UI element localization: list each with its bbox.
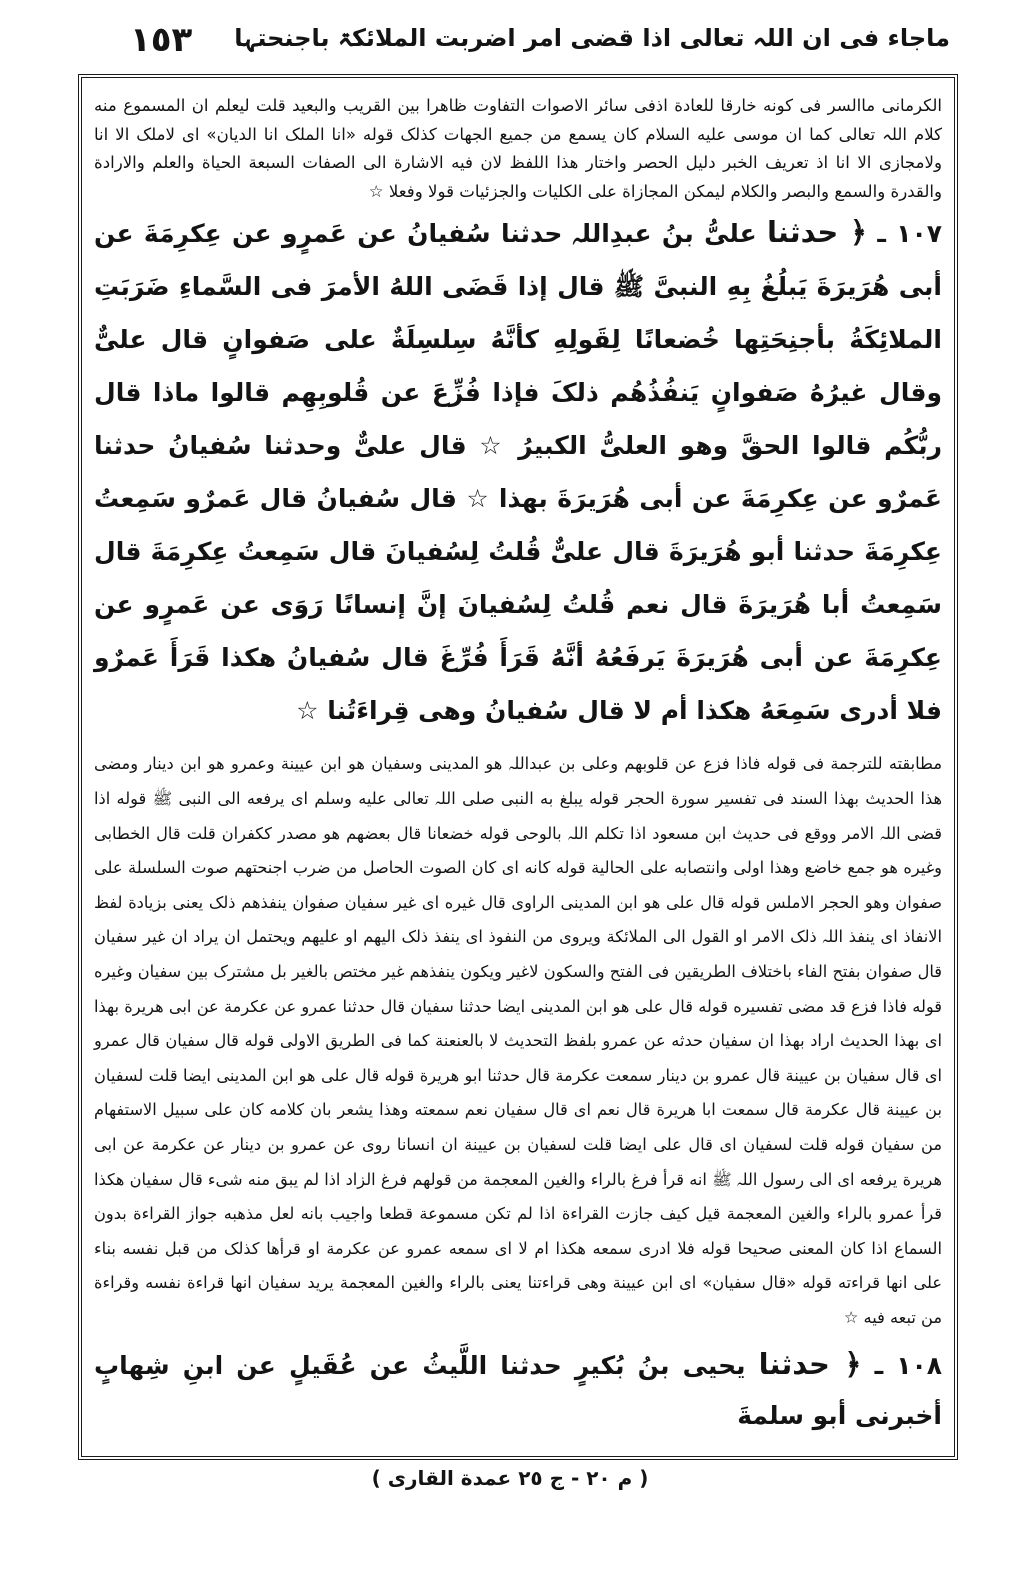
hadith-text: یحیی بنُ بُکیرٍ حدثنا اللَّیثُ عن عُقَیلٍ عن ابنِ شِهابٍ أخبرنی أبو سلمةَ (94, 1351, 942, 1431)
hadith-number: ١٠٧ ـ (877, 219, 943, 249)
running-title: ماجاء فی ان اللہ تعالی اذا قضی امر اضربت الملائکۃ باجنحتہا (234, 24, 950, 52)
hadith-number: ١٠٨ ـ (874, 1351, 942, 1381)
page-header (70, 14, 950, 62)
tahdith-marker: ﴿ حدثنا (767, 215, 867, 250)
text-frame (78, 74, 958, 1460)
hadith-108 (94, 1339, 942, 1441)
tahdith-marker: ﴿ حدثنا (758, 1347, 862, 1382)
hadith-text: علیُّ بنُ عبدِاللہ حدثنا سُفیانُ عن عَمرٍو عن عِکرِمَةَ عن أبی هُرَیرَةَ یَبلُغُ بِهِ النبیَّ ﷺ قال إذا قَضَی اللهُ الأمرَ فی السَّماءِ ضَرَبَتِ الملائِکَةُ بأجنِحَتِها خُضعانًا لِقَولِهِ کأنَّهُ سِلسِلَةٌ علی صَفوانٍ قال علیٌّ وقال غیرُهُ صَفوانٍ یَنفُذُهُم ذلکَ فإذا فُزِّعَ عن قُلوبِهِم قالوا ماذا قال ربُّکُم قالوا الحقَّ وهو العلیُّ الکبیرُ ☆ قال علیٌّ وحدثنا سُفیانُ حدثنا عَمرٌو عن عِکرِمَةَ عن أبی هُرَیرَةَ بهذا ☆ قال سُفیانُ قال عَمرٌو سَمِعتُ عِکرِمَةَ حدثنا أبو هُرَیرَةَ قال علیٌّ قُلتُ لِسُفیانَ قال سَمِعتُ عِکرِمَةَ قال سَمِعتُ أبا هُرَیرَةَ قال نعم قُلتُ لِسُفیانَ إنَّ إنسانًا رَوَی عن عَمرٍو عن عِکرِمَةَ عن أبی هُرَیرَةَ یَرفَعُهُ أنَّهُ قَرَأَ فُرِّغَ قال سُفیانُ هکذا قَرَأَ عَمرٌو فلا أدری سَمِعَهُ هکذا أم لا قال سُفیانُ وهی قِراءَتُنا ☆ (94, 219, 942, 726)
footer-signature: ( م ٢٠ - ج ٢٥ عمدة القاری ) (371, 1466, 649, 1490)
commentary-top: الکرمانی ماالسر فی کونه خارقا للعادة اذفی سائر الاصوات التفاوت ظاهرا بین القریب والبعید قلت لیعلم ان المسموع منه کلام اللہ تعالی کما ان موسی علیه السلام کان یسمع من جمیع الجهات کذلک قوله «انا الملک انا الدیان» ای لاملک الا انا ولامجازی الا انا اذ تعریف الخبر دلیل الحصر واختار هذا اللفظ لان فیه الاشارة الی الصفات السبعة الحیاة والعلم والارادة والقدرة والسمع والبصر والکلام لیمکن المجازاة علی الکلیات والجزئیات قولا وفعلا ☆ (94, 96, 942, 201)
hadith-107 (94, 206, 942, 737)
text-body (90, 86, 946, 1448)
commentary-main: مطابقته للترجمة فی قوله فاذا فزع عن قلوبهم وعلی بن عبداللہ هو المدینی وسفیان هو ابن عیینة وعمرو هو ابن دینار ومضی هذا الحدیث بهذا السند فی تفسیر سورة الحجر قوله یبلغ به النبی صلی اللہ تعالی علیه وسلم ای یرفعه الی النبی ﷺ قوله اذا قضی اللہ الامر ووقع فی حدیث ابن مسعود اذا تکلم اللہ بالوحی قوله خضعانا قال بعضهم هو مصدر ککفران قلت قال الخطابی وغیره هو جمع خاضع وهذا اولی وانتصابه علی الحالیة قوله کانه ای کان الصوت الحاصل من ضرب اجنحتهم صوت السلسلة علی صفوان وهو الحجر الاملس قوله قال علی هو ابن المدینی الراوی قال غیره ای غیر سفیان صفوان ینفذهم ذلک یعنی بزیادة لفظ الانفاذ ای ینفذ اللہ ذلک الامر او القول الی الملائکة ویروی من النفوذ ای ینفذ ذلک الیهم او علیهم ویحتمل ان یراد ان غیر سفیان قال صفوان بفتح الفاء باختلاف الطریقین فی الفتح والسکون لاغیر ویکون ینفذهم غیر مختص بالغیر بل مشترک بین سفیان وغیره قوله فاذا فزع قد مضی تفسیره قوله قال علی هو ابن المدینی ایضا حدثنا سفیان قال حدثنا عمرو عن عکرمة عن ابی هریرة بهذا ای بهذا الحدیث اراد بهذا ان سفیان حدثه عن عمرو بلفظ التحدیث لا بالعنعنة کما فی الطریق الاولی قوله قال سفیان قال عمرو ای قال سفیان بن عیینة قال عمرو بن دینار سمعت عکرمة قال حدثنا ابو هریرة قوله قال علی هو ابن المدینی ایضا قلت لسفیان بن عیینة قال عکرمة قال سمعت ابا هریرة قال نعم ای قال سفیان نعم سمعته وهذا یشعر بان کلامه کان علی سبیل الاستفهام من سفیان قوله قلت لسفیان ای قال علی ایضا قلت لسفیان بن عیینة ان انسانا روی عن عمرو بن دینار عن عکرمة عن ابی هریرة یرفعه ای الی رسول اللہ ﷺ انه قرأ فرغ بالراء والغین المعجمة من قولهم فرغ الزاد اذا لم یبق منه شیء قال سفیان هکذا قرأ عمرو بالراء والغین المعجمة قیل کیف جازت القراءة اذا لم تکن مسموعة قطعا واجیب بانه لعل مذهبه جواز القراءة بدون السماع اذا کان المعنی صحیحا قوله فلا ادری سمعه هکذا ام لا ای سمعه عمرو عن عکرمة او قرأها کذلک من قبل نفسه بناء علی انها قراءته قوله «قال سفیان» ای ابن عیینة وهی قراءتنا یعنی بالراء والغین المعجمة یرید سفیان انها قراءة نفسه وقراءة من تبعه فیه ☆ (94, 754, 942, 1327)
page-number: ١٥٣ (130, 20, 193, 60)
